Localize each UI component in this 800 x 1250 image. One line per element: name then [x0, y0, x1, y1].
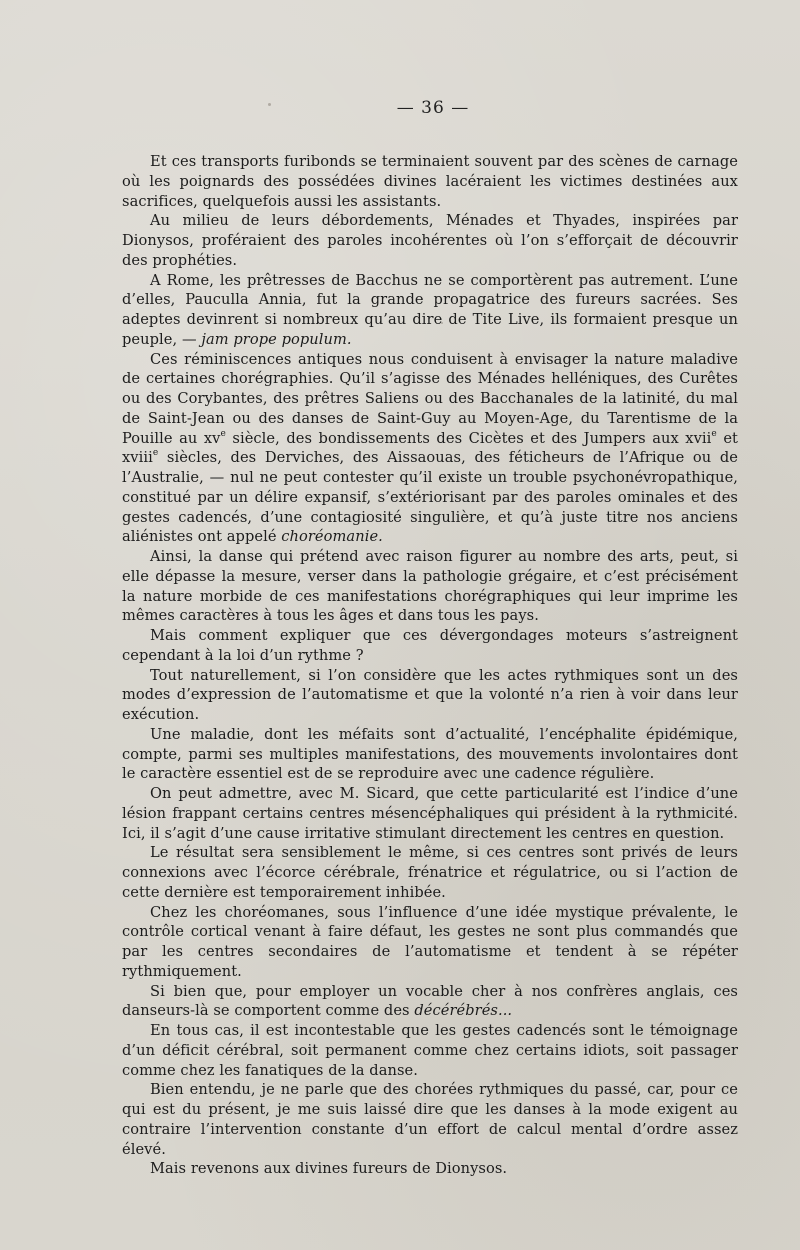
text-run: Bien entendu, je ne parle que des chorées rythmiques du passé, car, pour ce qui est du présent, je me suis laissé dire que les danses à la mode exigent au contraire l’intervention constante d’un effort de calcul mental d’ordre assez élevé.	[122, 1081, 738, 1158]
text-run: Mais comment expliquer que ces dévergondages moteurs s’astreignent cependant à la loi d’un rythme ?	[122, 627, 738, 664]
text-run: On peut admettre, avec M. Sicard, que cette particularité est l’indice d’une lésion frappant certains centres mésencéphaliques qui président à la rythmicité. Ici, il s’agit d’une cause irritative stimulant directement les centres en question.	[122, 785, 738, 842]
superscript: e	[152, 448, 159, 459]
text-run: Chez les choréomanes, sous l’influence d’une idée mystique prévalente, le contrôle cortical venant à faire défaut, les gestes ne sont plus commandés que par les centres secondaires de l’automatisme et tendent à se répéter rythmiquement.	[122, 903, 738, 980]
text-run: Ces réminiscences antiques nous conduisent à envisager la nature maladive de certaines chorégraphies. Qu’il s’agisse des Ménades helléniques, des Curêtes ou des Corybantes, des prêtres Saliens ou des Bacchanales de la latinité, du mal de Saint-Jean ou des danses de Saint-Guy au Moyen-Age, du Tarentisme de la Pouille au xv	[122, 350, 738, 447]
paragraph	[122, 152, 738, 211]
text-run: Au milieu de leurs débordements, Ménades et Thyades, inspirées par Dionysos, proféraient des paroles incohérentes où l’on s’efforçait de découvrir des prophéties.	[122, 212, 738, 269]
paragraph	[122, 547, 738, 626]
italic-text: décérébrés...	[414, 1002, 513, 1020]
text-run: Le résultat sera sensiblement le même, si ces centres sont privés de leurs connexions avec l’écorce cérébrale, frénatrice et régulatrice, ou si l’action de cette dernière est temporairement inhibée.	[122, 844, 738, 901]
paragraph	[122, 350, 738, 548]
text-run: siècles, des Derviches, des Aissaouas, des féticheurs de l’Afrique ou de l’Australie, — nul ne peut contester qu’il existe un trouble psychonévropathique, constitué par un délire expansif, s’extériorisant par des paroles ominales et des gestes cadencés, d’une contagiosité singulière, et qu’à juste titre nos anciens aliénistes ont appelé	[122, 449, 738, 546]
paragraph	[122, 1080, 738, 1159]
document-page	[122, 98, 738, 1179]
text-run: et xviii	[122, 429, 738, 467]
text-run: Et ces transports furibonds se terminaient souvent par des scènes de carnage où les poignards des possédées divines lacéraient les victimes destinées aux sacrifices, quelquefois aussi les assistants.	[122, 153, 738, 210]
paragraph	[122, 1159, 738, 1179]
paragraph	[122, 271, 738, 350]
paragraph	[122, 626, 738, 666]
text-run: siècle, des bondissements des Cicètes et des Jumpers aux xvii	[225, 429, 712, 447]
page-number: — 36 —	[396, 98, 470, 118]
superscript: e	[711, 428, 717, 439]
paragraph	[122, 666, 738, 725]
text-run: Si bien que, pour employer un vocable cher à nos confrères anglais, ces danseurs-là se comportent comme des	[122, 982, 738, 1020]
text-run: Mais revenons aux divines fureurs de Dionysos.	[150, 1160, 508, 1178]
paragraph	[122, 903, 738, 982]
text-run: Tout naturellement, si l’on considère que les actes rythmiques sont un des modes d’expression de l’automatisme et que la volonté n’a rien à voir dans leur exécution.	[122, 666, 738, 723]
paragraph	[122, 982, 738, 1022]
text-run: Ainsi, la danse qui prétend avec raison figurer au nombre des arts, peut, si elle dépasse la mesure, verser dans la pathologie grégaire, et c’est précisément la nature morbide de ces manifestations chorégraphiques qui leur imprime les mêmes caractères à tous les âges et dans tous les pays.	[122, 548, 738, 625]
paragraph	[122, 843, 738, 902]
paragraph	[122, 784, 738, 843]
italic-text: jam prope populum.	[201, 330, 352, 348]
body-text	[122, 152, 738, 1179]
paragraph	[122, 1021, 738, 1080]
text-run: A Rome, les prêtresses de Bacchus ne se comportèrent pas autrement. L’une d’elles, Pauculla Annia, fut la grande propagatrice des fureurs sacrées. Ses adeptes devinrent si nombreux qu’au dire de Tite Live, ils formaient presque un peuple, —	[122, 271, 738, 348]
italic-text: choréomanie.	[281, 528, 383, 546]
text-run: En tous cas, il est incontestable que les gestes cadencés sont le témoignage d’un déficit cérébral, soit permanent comme chez certains idiots, soit passager comme chez les fanatiques de la danse.	[122, 1022, 738, 1079]
text-run: Une maladie, dont les méfaits sont d’actualité, l’encéphalite épidémique, compte, parmi ses multiples manifestations, des mouvements involontaires dont le caractère essentiel est de se reproduire avec une cadence régulière.	[122, 725, 738, 783]
superscript: e	[220, 428, 226, 439]
paragraph	[122, 211, 738, 270]
paragraph	[122, 725, 738, 784]
